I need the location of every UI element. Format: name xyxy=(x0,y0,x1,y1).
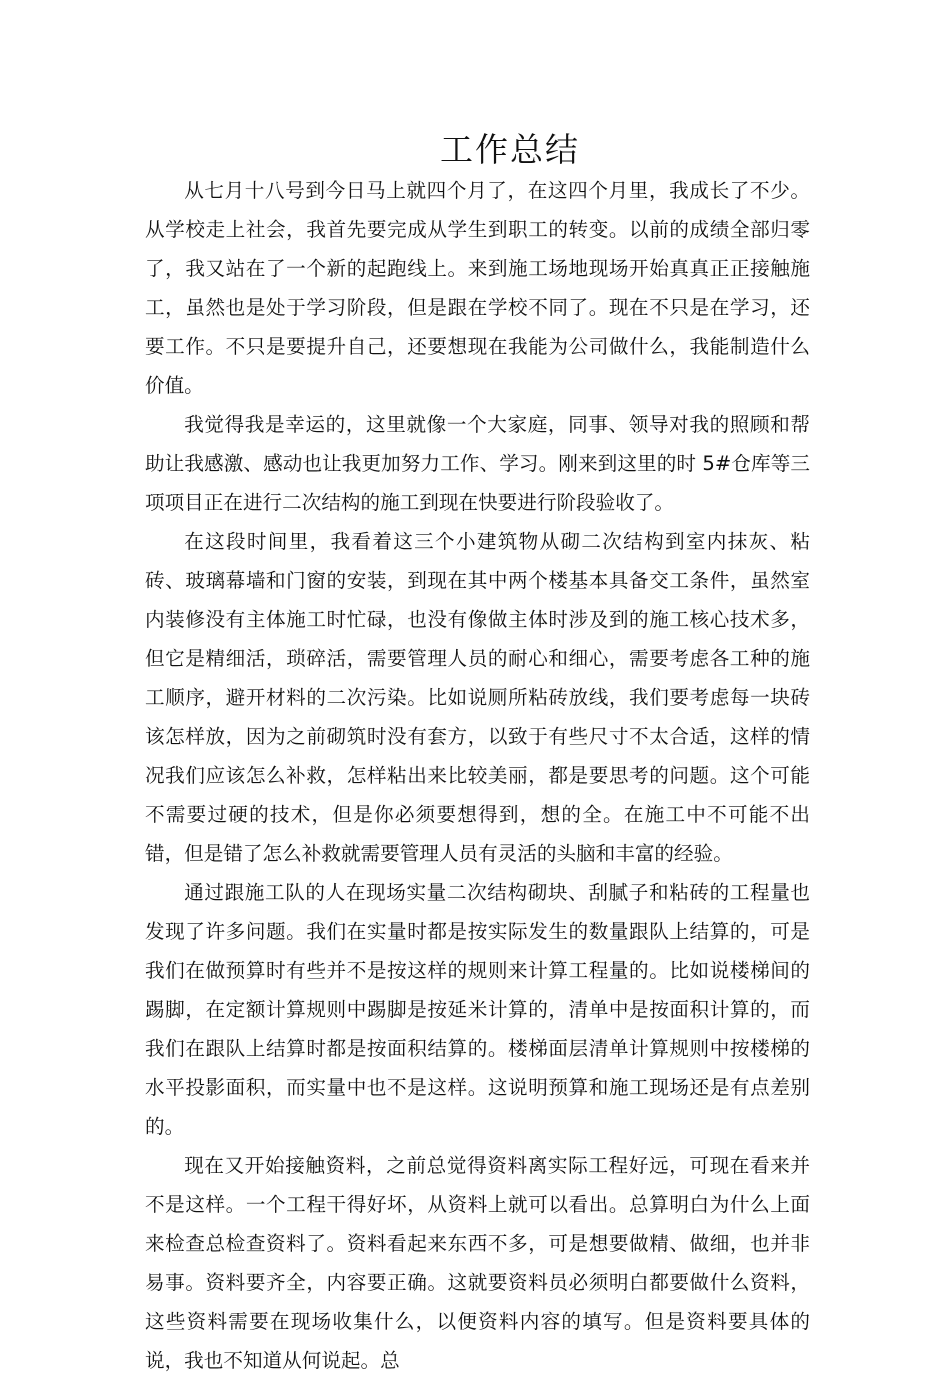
paragraph: 通过跟施工队的人在现场实量二次结构砌块、刮腻子和粘砖的工程量也发现了许多问题。我们在实量时都是按实际发生的数量跟队上结算的，可是我们在做预算时有些并不是按这样的规则来计算工程量的。比如说楼梯间的踢脚，在定额计算规则中踢脚是按延米计算的，清单中是按面积计算的，而我们在跟队上结算时都是按面积结算的。楼梯面层清单计算规则中按楼梯的水平投影面积，而实量中也不是这样。这说明预算和施工现场还是有点差别的。 xyxy=(145,881,810,1138)
paragraph: 我觉得我是幸运的，这里就像一个大家庭，同事、领导对我的照顾和帮助让我感激、感动也让我更加努力工作、学习。刚来到这里的时 5#仓库等三项项目正在进行二次结构的施工到现在快要进行阶段验收了。 xyxy=(145,413,810,514)
document-title: 工作总结 xyxy=(440,130,580,169)
paragraph: 从七月十八号到今日马上就四个月了，在这四个月里，我成长了不少。从学校走上社会，我首先要完成从学生到职工的转变。以前的成绩全部归零了，我又站在了一个新的起跑线上。来到施工场地现场开始真真正正接触施工，虽然也是处于学习阶段，但是跟在学校不同了。现在不只是在学习，还要工作。不只是要提升自己，还要想现在我能为公司做什么，我能制造什么价值。 xyxy=(145,179,810,397)
document-body xyxy=(145,171,810,1380)
paragraph: 在这段时间里，我看着这三个小建筑物从砌二次结构到室内抹灰、粘砖、玻璃幕墙和门窗的安装，到现在其中两个楼基本具备交工条件，虽然室内装修没有主体施工时忙碌，也没有像做主体时涉及到的施工核心技术多，但它是精细活，琐碎活，需要管理人员的耐心和细心，需要考虑各工种的施工顺序，避开材料的二次污染。比如说厕所粘砖放线，我们要考虑每一块砖该怎样放，因为之前砌筑时没有套方，以致于有些尺寸不太合适，这样的情况我们应该怎么补救，怎样粘出来比较美丽，都是要思考的问题。这个可能不需要过硬的技术，但是你必须要想得到，想的全。在施工中不可能不出错，但是错了怎么补救就需要管理人员有灵活的头脑和丰富的经验。 xyxy=(145,530,810,865)
paragraph: 现在又开始接触资料，之前总觉得资料离实际工程好远，可现在看来并不是这样。一个工程干得好坏，从资料上就可以看出。总算明白为什么上面来检查总检查资料了。资料看起来东西不多，可是想要做精、做细，也并非易事。资料要齐全，内容要正确。这就要资料员必须明白都要做什么资料，这些资料需要在现场收集什么，以便资料内容的填写。但是资料要具体的说，我也不知道从何说起。总 xyxy=(145,1154,810,1372)
